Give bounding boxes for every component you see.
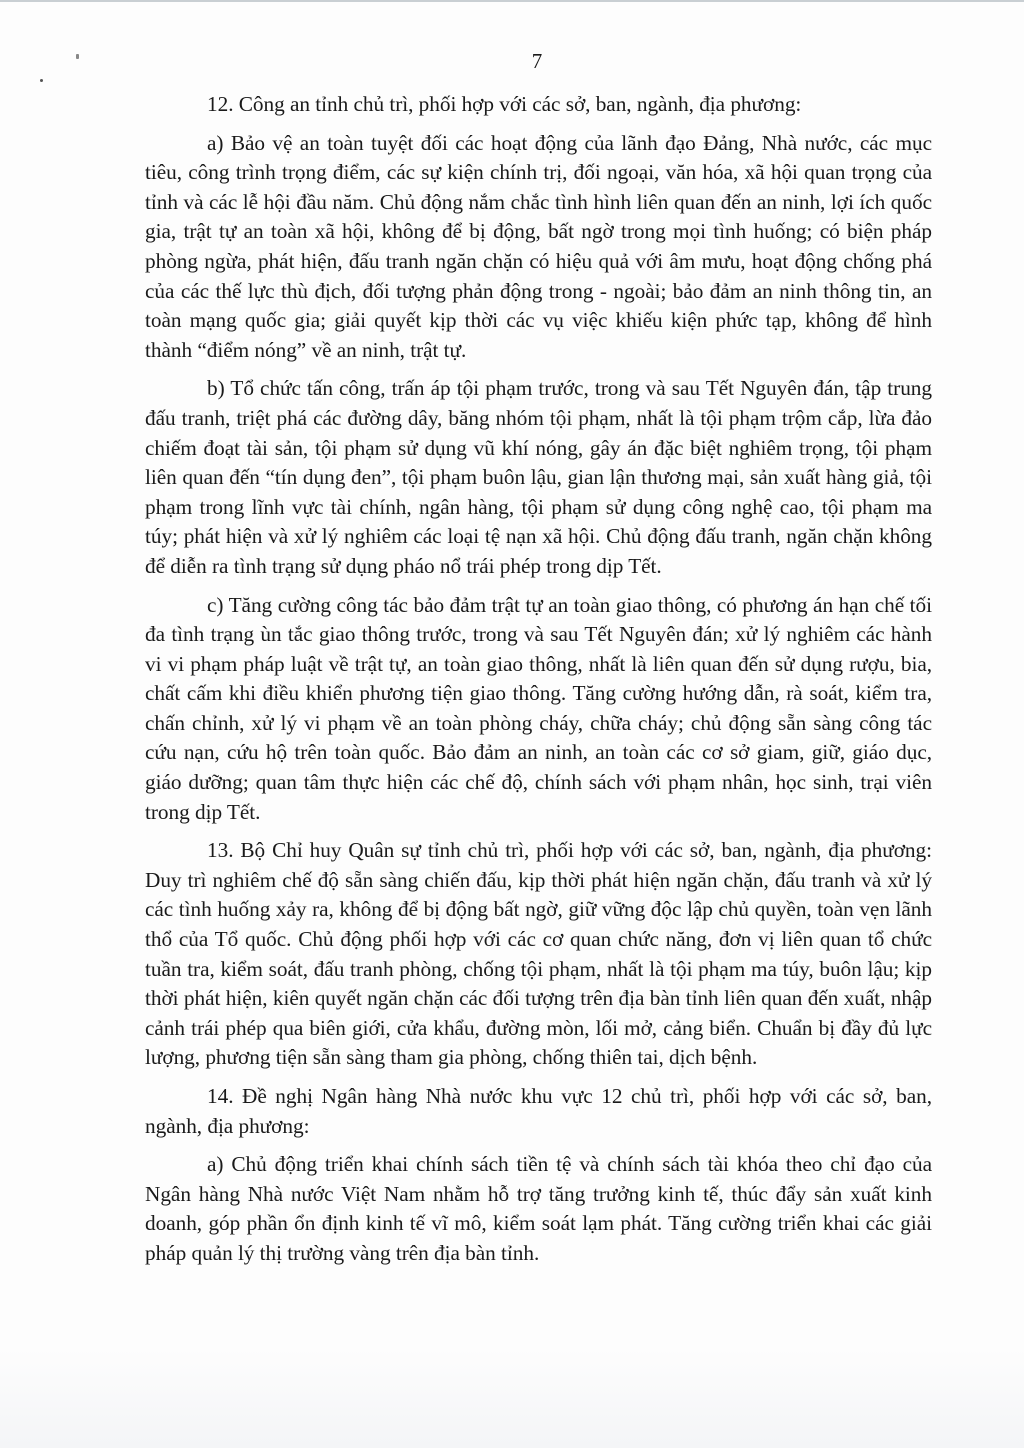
scan-speck <box>40 79 43 82</box>
paragraph-item-12: 12. Công an tỉnh chủ trì, phối hợp với các sở, ban, ngành, địa phương: <box>207 92 802 116</box>
scan-bottom-shade <box>0 1348 1024 1448</box>
paragraph-item-13: 13. Bộ Chỉ huy Quân sự tỉnh chủ trì, phối hợp với các sở, ban, ngành, địa phương: Duy trì nghiêm chế độ sẵn sàng chiến đấu, kịp thời phát hiện ngăn chặn, đấu tranh và xử lý các tình huống xảy ra, không để bị động bất ngờ, giữ vững độc lập chủ quyền, toàn vẹn lãnh thổ của Tổ quốc. Chủ động phối hợp với các cơ quan chức năng, đơn vị liên quan tổ chức tuần tra, kiểm soát, đấu tranh phòng, chống tội phạm, nhất là tội phạm ma túy, buôn lậu; kịp thời phát hiện, kiên quyết ngăn chặn các đối tượng trên địa bàn tỉnh liên quan đến xuất, nhập cảnh trái phép qua biên giới, cửa khẩu, đường mòn, lối mở, cảng biển. Chuẩn bị đầy đủ lực lượng, phương tiện sẵn sàng tham gia phòng, chống thiên tai, dịch bệnh. <box>145 838 932 1070</box>
paragraph-item-12a: a) Bảo vệ an toàn tuyệt đối các hoạt động của lãnh đạo Đảng, Nhà nước, các mục tiêu, công trình trọng điểm, các sự kiện chính trị, đối ngoại, văn hóa, xã hội quan trọng của tỉnh và các lễ hội đầu năm. Chủ động nắm chắc tình hình liên quan đến an ninh, lợi ích quốc gia, trật tự an toàn xã hội, không để bị động, bất ngờ trong mọi tình huống; có biện pháp phòng ngừa, phát hiện, đấu tranh ngăn chặn có hiệu quả với âm mưu, hoạt động chống phá của các thế lực thù địch, đối tượng phản động trong - ngoài; bảo đảm an ninh thông tin, an toàn mạng quốc gia; giải quyết kịp thời các vụ việc khiếu kiện phức tạp, không để hình thành “điểm nóng” về an ninh, trật tự. <box>145 130 932 362</box>
paragraph-item-14a: a) Chủ động triển khai chính sách tiền tệ và chính sách tài khóa theo chỉ đạo của Ngân hàng Nhà nước Việt Nam nhằm hỗ trợ tăng trưởng kinh tế, thúc đẩy sản xuất kinh doanh, góp phần ổn định kinh tế vĩ mô, kiểm soát lạm phát. Tăng cường triển khai các giải pháp quản lý thị trường vàng trên địa bàn tỉnh. <box>145 1152 932 1265</box>
paragraph-item-12c: c) Tăng cường công tác bảo đảm trật tự an toàn giao thông, có phương án hạn chế tối đa tình trạng ùn tắc giao thông trước, trong và sau Tết Nguyên đán; xử lý nghiêm các hành vi vi phạm pháp luật về trật tự, an toàn giao thông, nhất là liên quan đến sử dụng rượu, bia, chất cấm khi điều khiển phương tiện giao thông. Tăng cường hướng dẫn, rà soát, kiểm tra, chấn chỉnh, xử lý vi phạm về an toàn phòng cháy, chữa cháy; chủ động sẵn sàng công tác cứu nạn, cứu hộ trên toàn quốc. Bảo đảm an ninh, an toàn các cơ sở giam, giữ, giáo dục, giáo dưỡng; quan tâm thực hiện các chế độ, chính sách với phạm nhân, học sinh, trại viên trong dịp Tết. <box>145 592 932 824</box>
scan-top-edge <box>0 0 1024 2</box>
document-body <box>145 90 932 1269</box>
page-number: 7 <box>531 49 543 73</box>
paragraph-item-12b: b) Tổ chức tấn công, trấn áp tội phạm trước, trong và sau Tết Nguyên đán, tập trung đấu tranh, triệt phá các đường dây, băng nhóm tội phạm, nhất là tội phạm trộm cắp, lừa đảo chiếm đoạt tài sản, tội phạm sử dụng vũ khí nóng, gây án đặc biệt nghiêm trọng, tội phạm liên quan đến “tín dụng đen”, tội phạm buôn lậu, gian lận thương mại, sản xuất hàng giả, tội phạm trong lĩnh vực tài chính, ngân hàng, tội phạm sử dụng công nghệ cao, tội phạm ma túy; phát hiện và xử lý nghiêm các loại tệ nạn xã hội. Chủ động đấu tranh, ngăn chặn không để diễn ra tình trạng sử dụng pháo nổ trái phép trong dịp Tết. <box>145 376 932 578</box>
paragraph-item-14: 14. Đề nghị Ngân hàng Nhà nước khu vực 12 chủ trì, phối hợp với các sở, ban, ngành, địa phương: <box>145 1084 932 1138</box>
